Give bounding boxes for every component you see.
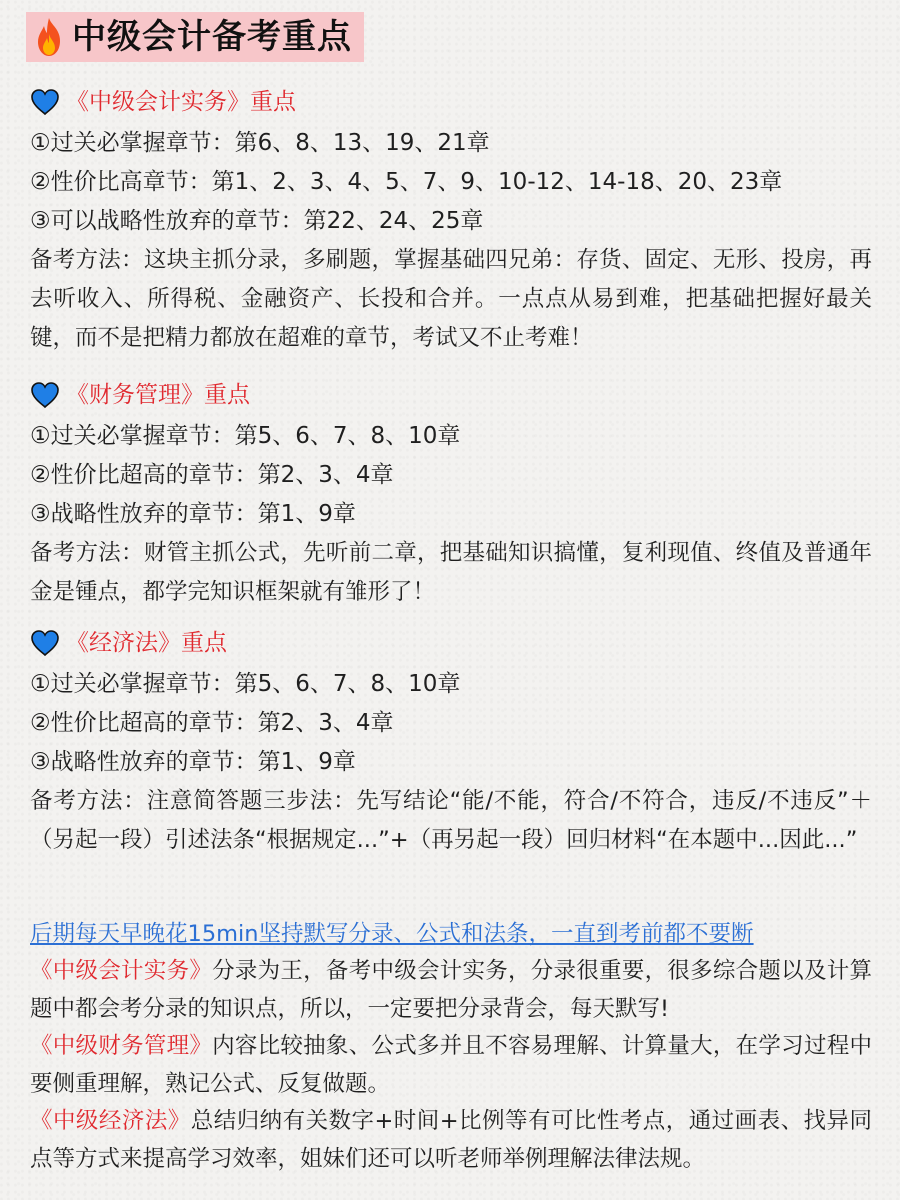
section-accounting-practice bbox=[30, 86, 872, 358]
section-title: 《中级会计实务》重点 bbox=[66, 89, 296, 115]
list-item: ②性价比高章节：第1、2、3、4、5、7、9、10-12、14-18、20、23章 bbox=[30, 169, 783, 195]
daily-practice-link[interactable]: 后期每天早晚花15min坚持默写分录、公式和法条，一直到考前都不要断 bbox=[30, 921, 754, 947]
section-financial-management bbox=[30, 379, 872, 612]
section-header bbox=[30, 379, 872, 411]
list-item: ③可以战略性放弃的章节：第22、24、25章 bbox=[30, 208, 484, 234]
blue-heart-icon bbox=[30, 88, 60, 116]
list-item: ①过关必掌握章节：第5、6、7、8、10章 bbox=[30, 423, 461, 449]
study-method: 备考方法：注意简答题三步法：先写结论“能/不能，符合/不符合，违反/不违反”＋（另起一段）引述法条“根据规定...”+（再另起一段）回归材料“在本题中...因此...” bbox=[30, 788, 872, 853]
tip-accounting bbox=[30, 953, 872, 1028]
tip-finance bbox=[30, 1028, 872, 1103]
flame-icon bbox=[34, 17, 64, 57]
section-economic-law bbox=[30, 627, 872, 860]
section-title: 《财务管理》重点 bbox=[66, 382, 250, 408]
tip-label: 《中级会计实务》 bbox=[30, 958, 213, 984]
list-item: ①过关必掌握章节：第6、8、13、19、21章 bbox=[30, 130, 490, 156]
list-item: ③战略性放弃的章节：第1、9章 bbox=[30, 501, 356, 527]
tip-text: 内容比较抽象、公式多并且不容易理解、计算量大，在学习过程中要侧重理解，熟记公式、反复做题。 bbox=[30, 1033, 872, 1097]
section-header bbox=[30, 86, 872, 118]
list-item: ①过关必掌握章节：第5、6、7、8、10章 bbox=[30, 671, 461, 697]
page-title: 中级会计备考重点 bbox=[72, 17, 352, 57]
study-method: 备考方法：这块主抓分录，多刷题，掌握基础四兄弟：存货、固定、无形、投房，再去听收入、所得税、金融资产、长投和合并。一点点从易到难，把基础把握好最关键，而不是把精力都放在超难的章节，考试又不止考难！ bbox=[30, 247, 872, 351]
section-title: 《经济法》重点 bbox=[66, 630, 227, 656]
list-item: ②性价比超高的章节：第2、3、4章 bbox=[30, 462, 394, 488]
study-method: 备考方法：财管主抓公式，先听前二章，把基础知识搞懂，复利现值、终值及普通年金是锺点，都学完知识框架就有雏形了！ bbox=[30, 540, 872, 605]
blue-heart-icon bbox=[30, 629, 60, 657]
section-header bbox=[30, 627, 872, 659]
title-banner bbox=[26, 12, 364, 62]
blue-heart-icon bbox=[30, 381, 60, 409]
tip-label: 《中级财务管理》 bbox=[30, 1033, 213, 1059]
list-item: ③战略性放弃的章节：第1、9章 bbox=[30, 749, 356, 775]
list-item: ②性价比超高的章节：第2、3、4章 bbox=[30, 710, 394, 736]
daily-tips bbox=[30, 915, 872, 1178]
tip-text: 分录为王，备考中级会计实务，分录很重要，很多综合题以及计算题中都会考分录的知识点，所以，一定要把分录背会，每天默写! bbox=[30, 958, 872, 1022]
tip-label: 《中级经济法》 bbox=[30, 1108, 191, 1134]
tip-law bbox=[30, 1103, 872, 1178]
tip-text: 总结归纳有关数字+时间+比例等有可比性考点，通过画表、找异同点等方式来提高学习效率，姐妹们还可以听老师举例理解法律法规。 bbox=[30, 1108, 872, 1172]
